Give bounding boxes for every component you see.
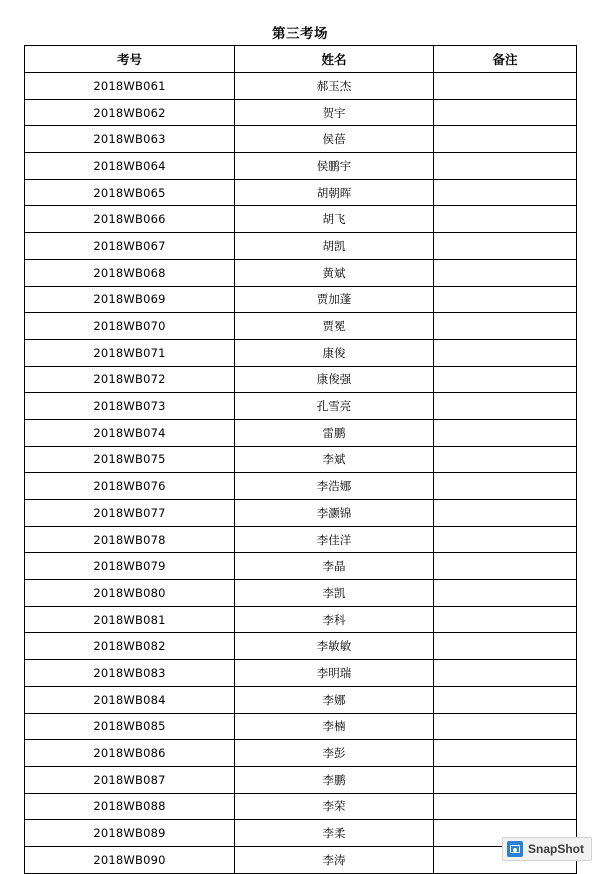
cell-note bbox=[434, 553, 577, 580]
table-row bbox=[25, 473, 577, 500]
cell-note bbox=[434, 126, 577, 153]
watermark-label: SnapShot bbox=[528, 842, 584, 856]
cell-exam-id: 2018WB082 bbox=[25, 633, 235, 660]
table-row bbox=[25, 73, 577, 100]
table-row bbox=[25, 633, 577, 660]
cell-student-name: 贾加蓬 bbox=[235, 286, 434, 313]
table-row bbox=[25, 179, 577, 206]
table-row bbox=[25, 846, 577, 873]
cell-note bbox=[434, 233, 577, 260]
cell-note bbox=[434, 473, 577, 500]
table-row bbox=[25, 686, 577, 713]
cell-exam-id: 2018WB085 bbox=[25, 713, 235, 740]
cell-student-name: 李敏敏 bbox=[235, 633, 434, 660]
cell-student-name: 郝玉杰 bbox=[235, 73, 434, 100]
column-header-id: 考号 bbox=[25, 46, 235, 73]
cell-note bbox=[434, 179, 577, 206]
column-header-name: 姓名 bbox=[235, 46, 434, 73]
cell-student-name: 雷鹏 bbox=[235, 419, 434, 446]
cell-exam-id: 2018WB071 bbox=[25, 339, 235, 366]
cell-exam-id: 2018WB083 bbox=[25, 660, 235, 687]
cell-exam-id: 2018WB077 bbox=[25, 500, 235, 527]
cell-note bbox=[434, 793, 577, 820]
cell-student-name: 胡凯 bbox=[235, 233, 434, 260]
cell-exam-id: 2018WB072 bbox=[25, 366, 235, 393]
cell-exam-id: 2018WB070 bbox=[25, 313, 235, 340]
cell-student-name: 侯鹏宇 bbox=[235, 153, 434, 180]
table-row bbox=[25, 740, 577, 767]
cell-exam-id: 2018WB067 bbox=[25, 233, 235, 260]
cell-note bbox=[434, 419, 577, 446]
cell-exam-id: 2018WB080 bbox=[25, 580, 235, 607]
cell-note bbox=[434, 446, 577, 473]
cell-note bbox=[434, 713, 577, 740]
cell-exam-id: 2018WB086 bbox=[25, 740, 235, 767]
cell-note bbox=[434, 339, 577, 366]
table-row bbox=[25, 206, 577, 233]
cell-note bbox=[434, 366, 577, 393]
cell-exam-id: 2018WB076 bbox=[25, 473, 235, 500]
cell-exam-id: 2018WB090 bbox=[25, 846, 235, 873]
table-row bbox=[25, 500, 577, 527]
cell-student-name: 胡飞 bbox=[235, 206, 434, 233]
cell-exam-id: 2018WB063 bbox=[25, 126, 235, 153]
cell-exam-id: 2018WB066 bbox=[25, 206, 235, 233]
cell-student-name: 黄斌 bbox=[235, 259, 434, 286]
cell-student-name: 李涛 bbox=[235, 846, 434, 873]
cell-note bbox=[434, 153, 577, 180]
cell-note bbox=[434, 500, 577, 527]
cell-note bbox=[434, 313, 577, 340]
cell-exam-id: 2018WB074 bbox=[25, 419, 235, 446]
table-row bbox=[25, 446, 577, 473]
table-header-row bbox=[25, 46, 577, 73]
cell-exam-id: 2018WB084 bbox=[25, 686, 235, 713]
column-header-note: 备注 bbox=[434, 46, 577, 73]
cell-student-name: 李明瑞 bbox=[235, 660, 434, 687]
cell-student-name: 李荣 bbox=[235, 793, 434, 820]
cell-note bbox=[434, 259, 577, 286]
table-row bbox=[25, 339, 577, 366]
cell-exam-id: 2018WB075 bbox=[25, 446, 235, 473]
cell-note bbox=[434, 526, 577, 553]
cell-note bbox=[434, 580, 577, 607]
cell-note bbox=[434, 740, 577, 767]
cell-student-name: 李凯 bbox=[235, 580, 434, 607]
cell-note bbox=[434, 660, 577, 687]
cell-student-name: 李灏锦 bbox=[235, 500, 434, 527]
table-row bbox=[25, 553, 577, 580]
table-row bbox=[25, 820, 577, 847]
table-row bbox=[25, 126, 577, 153]
cell-exam-id: 2018WB062 bbox=[25, 99, 235, 126]
snapshot-watermark bbox=[502, 837, 592, 861]
page-title: 第三考场 bbox=[272, 26, 328, 42]
cell-student-name: 李楠 bbox=[235, 713, 434, 740]
cell-student-name: 孔雪亮 bbox=[235, 393, 434, 420]
table-header bbox=[25, 46, 577, 73]
cell-student-name: 李柔 bbox=[235, 820, 434, 847]
cell-exam-id: 2018WB073 bbox=[25, 393, 235, 420]
cell-student-name: 李斌 bbox=[235, 446, 434, 473]
cell-student-name: 李浩娜 bbox=[235, 473, 434, 500]
table-row bbox=[25, 99, 577, 126]
cell-student-name: 侯蓓 bbox=[235, 126, 434, 153]
cell-exam-id: 2018WB061 bbox=[25, 73, 235, 100]
cell-student-name: 李娜 bbox=[235, 686, 434, 713]
table-row bbox=[25, 766, 577, 793]
cell-note bbox=[434, 286, 577, 313]
cell-note bbox=[434, 766, 577, 793]
cell-exam-id: 2018WB064 bbox=[25, 153, 235, 180]
cell-student-name: 李佳洋 bbox=[235, 526, 434, 553]
cell-note bbox=[434, 99, 577, 126]
table-row bbox=[25, 526, 577, 553]
cell-student-name: 贺宇 bbox=[235, 99, 434, 126]
table-row bbox=[25, 153, 577, 180]
cell-note bbox=[434, 206, 577, 233]
table-row bbox=[25, 233, 577, 260]
table-row bbox=[25, 713, 577, 740]
cell-student-name: 李科 bbox=[235, 606, 434, 633]
table-row bbox=[25, 393, 577, 420]
cell-student-name: 贾冕 bbox=[235, 313, 434, 340]
cell-student-name: 康俊 bbox=[235, 339, 434, 366]
table-body bbox=[25, 73, 577, 874]
table-row bbox=[25, 313, 577, 340]
cell-student-name: 李晶 bbox=[235, 553, 434, 580]
cell-note bbox=[434, 606, 577, 633]
cell-note bbox=[434, 633, 577, 660]
exam-roster-table bbox=[24, 45, 577, 874]
cell-exam-id: 2018WB068 bbox=[25, 259, 235, 286]
table-row bbox=[25, 419, 577, 446]
table-row bbox=[25, 660, 577, 687]
table-row bbox=[25, 793, 577, 820]
cell-student-name: 康俊强 bbox=[235, 366, 434, 393]
cell-exam-id: 2018WB079 bbox=[25, 553, 235, 580]
cell-student-name: 李鹏 bbox=[235, 766, 434, 793]
table-row bbox=[25, 366, 577, 393]
table-row bbox=[25, 580, 577, 607]
camera-icon bbox=[507, 841, 523, 857]
cell-exam-id: 2018WB065 bbox=[25, 179, 235, 206]
cell-exam-id: 2018WB081 bbox=[25, 606, 235, 633]
cell-exam-id: 2018WB087 bbox=[25, 766, 235, 793]
cell-student-name: 李彭 bbox=[235, 740, 434, 767]
cell-exam-id: 2018WB088 bbox=[25, 793, 235, 820]
cell-student-name: 胡朝晖 bbox=[235, 179, 434, 206]
cell-note bbox=[434, 686, 577, 713]
cell-note bbox=[434, 73, 577, 100]
table-row bbox=[25, 606, 577, 633]
table-row bbox=[25, 286, 577, 313]
cell-exam-id: 2018WB078 bbox=[25, 526, 235, 553]
cell-exam-id: 2018WB069 bbox=[25, 286, 235, 313]
cell-note bbox=[434, 393, 577, 420]
table-row bbox=[25, 259, 577, 286]
cell-exam-id: 2018WB089 bbox=[25, 820, 235, 847]
